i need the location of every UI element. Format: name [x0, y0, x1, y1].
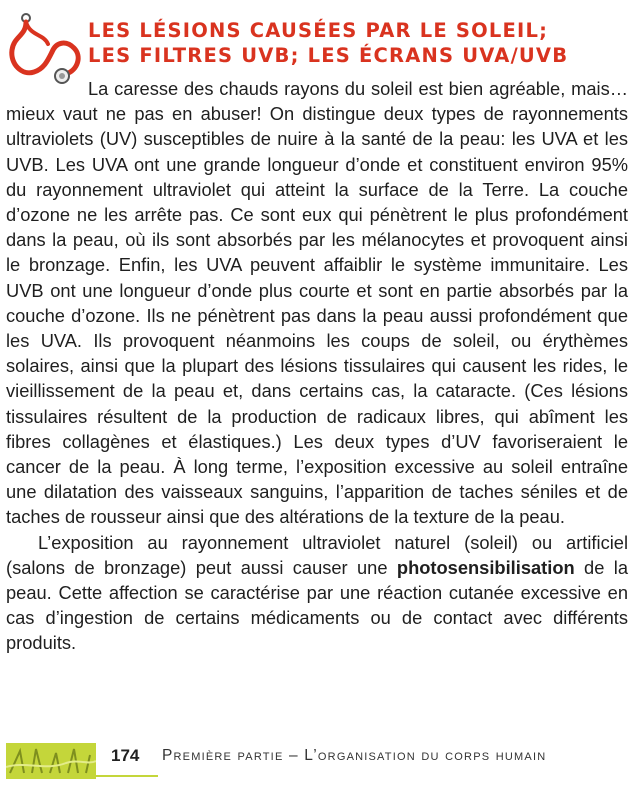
paragraph-1: La caresse des chauds rayons du soleil est bien agréable, mais… mieux vaut ne pas en abuser! On distingue deux types de rayonnements ultraviolets (UV) susceptibles de nuire à la santé de la peau: les UVA et les UVB. Les UVA ont une grande longueur d’onde et constituent environ 95% du rayonnement ultraviolet qui atteint la surface de la Terre. La couche d’ozone ne les arrête pas. Ce sont eux qui pénètrent le plus profondément dans la peau, où ils sont absorbés par les mélanocytes et provoquent ainsi le bronzage. Enfin, les UVA peuvent affaiblir le système immunitaire. Les UVB ont une longueur d’onde plus courte et sont en partie absorbés par la couche d’ozone. Ils ne pénètrent pas dans la peau aussi profondément que les UVA. Ils provoquent néanmoins les coups de soleil, ou érythèmes solaires, ainsi que la plupart des lésions tissulaires qui causent les rides, le vieillissement de la peau et, dans certains cas, la cataracte. (Ces lésions tissulaires résultent de la production de radicaux libres, qui abîment les fibres collagènes et élastiques.) Les deux types d’UV favoriseraient le cancer de la peau. À long terme, l’exposition excessive au soleil entraîne une dilatation des vaisseaux sanguins, l’apparition de taches séniles et de taches de rousseur ainsi que des altérations de la texture de la peau. [6, 78, 628, 528]
paragraph-2-after: de la peau. Cette affection se caractérise par une réaction cutanée excessive en cas d’ingestion de certains médicaments ou de contact avec différents produits. [6, 556, 628, 654]
paragraph-2 [6, 530, 628, 656]
stethoscope-icon [4, 6, 88, 86]
heading-line-1: LES LÉSIONS CAUSÉES PAR LE SOLEIL; [88, 19, 549, 42]
key-term: photosensibilisation [396, 556, 575, 578]
paragraph-2-before: L’exposition au rayonnement ultraviolet naturel (soleil) ou artificiel (salons de bronzage) peut aussi causer une [6, 531, 628, 578]
footer-accent-line [96, 775, 158, 777]
footer-thumbnail [6, 743, 96, 779]
body-text [6, 76, 628, 656]
page-number: 174 [111, 746, 140, 765]
section-heading [88, 18, 628, 68]
running-head: Première partie – L’organisation du corps humain [162, 747, 547, 764]
page-footer [0, 738, 640, 785]
heading-line-2: LES FILTRES UVB; LES ÉCRANS UVA/UVB [88, 44, 569, 67]
